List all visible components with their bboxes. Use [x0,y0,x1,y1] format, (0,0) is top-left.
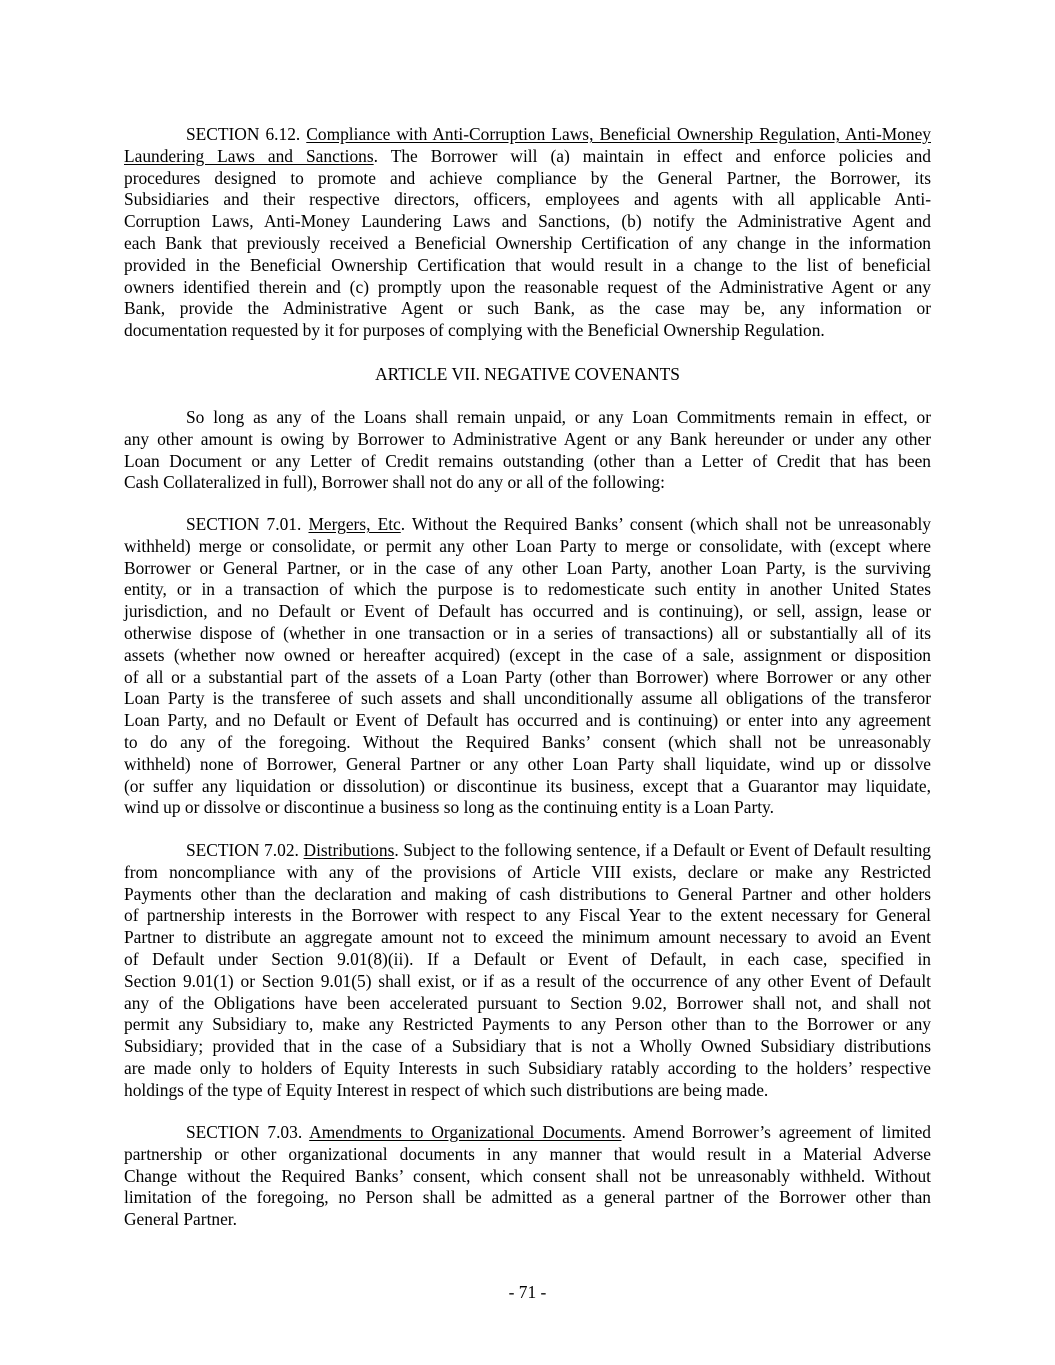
text-segment: from noncompliance with any of the provisions of Article VIII exists, declare or make any Restricted [124,861,931,882]
text-segment: any other amount is owing by Borrower to Administrative Agent or any Bank hereunder or under any other [124,428,931,449]
text-line [124,168,931,190]
text-segment: are made only to holders of Equity Interests in such Subsidiary ratably according to the holders’ respective [124,1057,931,1078]
text-segment: of partnership interests in the Borrower with respect to any Fiscal Year to the extent necessary for General [124,905,931,926]
paragraph-section-7-02 [124,840,931,1102]
text-segment: Cash Collateralized in full), Borrower shall not do any or all of the following: [124,472,665,493]
text-segment: Subsidiaries and their respective directors, officers, employees and agents with all applicable Anti- [124,189,931,210]
text-line [124,1014,931,1036]
article-heading: ARTICLE VII. NEGATIVE COVENANTS [375,364,680,384]
paragraph-section-6-12 [124,124,931,342]
section-heading: Compliance with Anti-Corruption Laws, Beneficial Ownership Regulation, Anti-Money [306,124,931,144]
text-segment: withheld) none of Borrower, General Partner or any other Loan Party shall liquidate, wind up or dissolve [124,753,931,774]
text-line [124,905,931,927]
text-segment: Borrower or General Partner, or in the case of any other Loan Party, another Loan Party, is the surviving [124,557,931,578]
text-segment: of Default under Section 9.01(8)(ii). If a Default or Event of Default, in each case, specified in [124,948,931,969]
text-segment: Section 9.01(1) or Section 9.01(5) shall exist, or if as a result of the occurrence of any other Event of Default [124,970,931,991]
text-segment: holdings of the type of Equity Interest in respect of which such distributions are being made. [124,1079,769,1100]
text-line [124,688,931,710]
text-segment: permit any Subsidiary to, make any Restricted Payments to any Person other than to the Borrower or any [124,1014,931,1035]
text-line [124,211,931,233]
text-segment: owners identified therein and (c) promptly upon the reasonable request of the Administrative Agent or any [124,276,931,297]
text-line [124,277,931,299]
text-segment: procedures designed to promote and achieve compliance by the General Partner, the Borrower, its [124,167,931,188]
text-segment: General Partner. [124,1209,237,1230]
text-line [124,949,931,971]
text-segment: Partner to distribute an aggregate amount not to exceed the minimum amount necessary to avoid an Event [124,927,931,948]
page-number: - 71 - [508,1282,547,1302]
text-line [124,407,931,429]
text-line [124,451,931,473]
text-segment: assets (whether now owned or hereafter acquired) (except in the case of a sale, assignment or disposition [124,644,931,665]
text-line [124,645,931,667]
paragraph-section-7-03 [124,1122,931,1231]
text-line [124,710,931,732]
text-segment: wind up or dissolve or discontinue a business so long as the continuing entity is a Loan Party. [124,797,774,818]
text-line [124,862,931,884]
text-segment: Subsidiary; provided that in the case of a Subsidiary that is not a Wholly Owned Subsidiary distributions [124,1036,931,1057]
section-heading: Laundering Laws and Sanctions [124,145,374,166]
text-segment: (or suffer any liquidation or dissolution) or discontinue its business, except that a Guarantor may liquidate, [124,775,931,796]
text-line [124,623,931,645]
text-line [124,1166,931,1188]
text-segment: to do any of the foregoing. Without the Required Banks’ consent (which shall not be unreasonably [124,731,931,752]
text-segment: partnership or other organizational documents in any manner that would result in a Material Adverse [124,1143,931,1164]
paragraph-section-7-01 [124,514,931,819]
text-line [124,1036,931,1058]
text-line [124,298,931,320]
section-heading: Distributions [303,840,395,860]
text-segment: jurisdiction, and no Default or Event of Default has occurred and is continuing), or sell, assign, lease or [124,601,931,622]
section-heading: Mergers, Etc [308,514,401,534]
text-segment: SECTION 7.03. [186,1122,310,1142]
text-line [124,536,931,558]
text-line [124,971,931,993]
text-segment: documentation requested by it for purposes of complying with the Beneficial Ownership Regulation. [124,320,825,341]
text-line [124,754,931,776]
text-segment: . Subject to the following sentence, if a Default or Event of Default resulting [394,840,931,860]
text-line [124,1144,931,1166]
text-line [124,189,931,211]
text-segment: entity, or in a transaction of which the purpose is to redomesticate such entity in another United States [124,579,931,600]
text-segment: SECTION 6.12. [186,124,307,144]
text-line [124,558,931,580]
text-segment: otherwise dispose of (whether in one transaction or in a series of transactions) all or substantially all of its [124,622,931,643]
text-line [124,1122,931,1144]
text-segment: . The Borrower will (a) maintain in effect and enforce policies and [373,145,932,166]
text-segment: of all or a substantial part of the assets of a Loan Party (other than Borrower) where Borrower or any other [124,666,931,687]
text-line [124,429,931,451]
text-line [124,472,931,494]
text-line [124,255,931,277]
text-segment: withheld) merge or consolidate, or permit any other Loan Party to merge or consolidate, with (except where [124,535,931,556]
text-segment: Loan Document or any Letter of Credit remains outstanding (other than a Letter of Credit that has been [124,450,931,471]
text-segment: Loan Party, and no Default or Event of Default has occurred and is continuing) or enter into any agreement [124,710,931,731]
text-line [124,840,931,862]
text-line [124,146,931,168]
text-segment: Corruption Laws, Anti-Money Laundering Laws and Sanctions, (b) notify the Administrative Agent and [124,211,931,232]
text-line [124,514,931,536]
text-line [124,1080,931,1102]
text-line [124,667,931,689]
text-line [124,320,931,342]
text-segment: So long as any of the Loans shall remain unpaid, or any Loan Commitments remain in effect, or [186,407,931,427]
text-segment: Bank, provide the Administrative Agent or such Bank, as the case may be, any information or [124,298,931,319]
text-line [124,601,931,623]
text-segment: SECTION 7.02. [186,840,304,860]
text-line [124,927,931,949]
text-line [124,884,931,906]
text-segment: SECTION 7.01. [186,514,309,534]
text-line [124,124,931,146]
text-segment: Loan Party is the transferee of such assets and shall unconditionally assume all obligations of the transferor [124,688,931,709]
text-line [124,797,931,819]
text-line [124,993,931,1015]
paragraph-article-intro [124,407,931,494]
text-segment: each Bank that previously received a Beneficial Ownership Certification of any change in the information [124,232,931,253]
text-segment: . Amend Borrower’s agreement of limited [621,1122,931,1142]
text-line [124,1209,931,1231]
text-segment: limitation of the foregoing, no Person shall be admitted as a general partner of the Borrower other than [124,1187,931,1208]
text-line [124,579,931,601]
text-segment: . Without the Required Banks’ consent (which shall not be unreasonably [400,514,931,534]
section-heading: Amendments to Organizational Documents [309,1122,622,1142]
text-line [124,776,931,798]
text-line [124,732,931,754]
text-segment: Payments other than the declaration and making of cash distributions to General Partner and other holders [124,883,931,904]
text-line [124,1058,931,1080]
text-segment: any of the Obligations have been accelerated pursuant to Section 9.02, Borrower shall not, and shall not [124,992,931,1013]
text-line [124,1187,931,1209]
text-segment: Change without the Required Banks’ consent, which consent shall not be unreasonably withheld. Without [124,1165,931,1186]
text-line [124,233,931,255]
text-segment: provided in the Beneficial Ownership Certification that would result in a change to the list of beneficial [124,254,931,275]
